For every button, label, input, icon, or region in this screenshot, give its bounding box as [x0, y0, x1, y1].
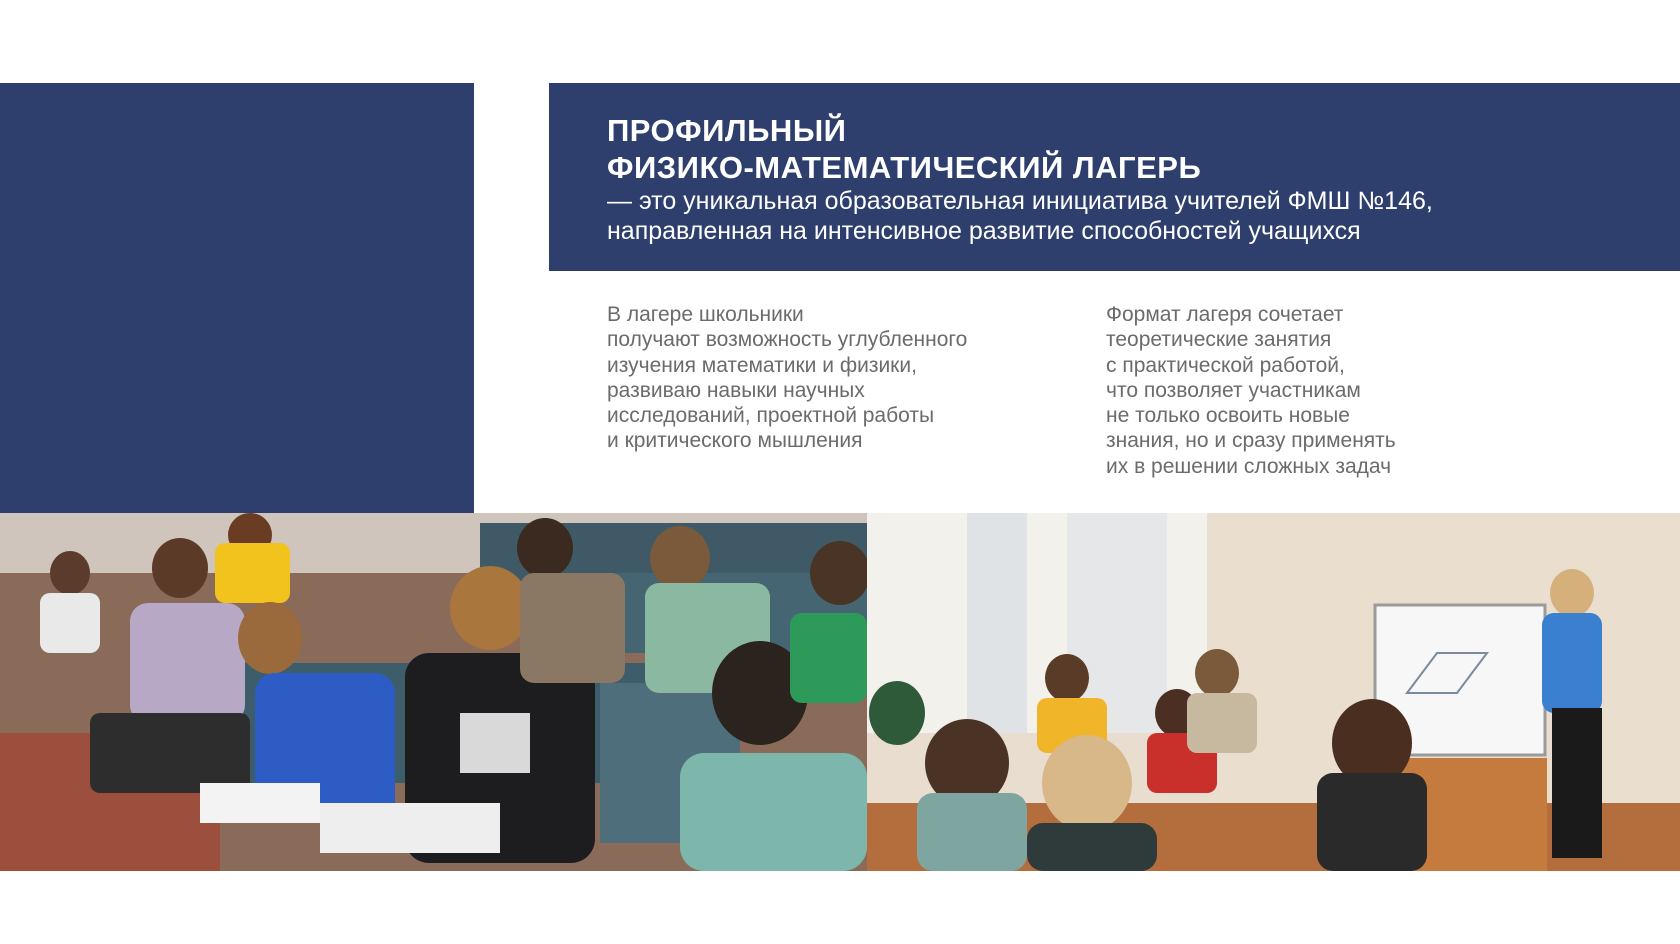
- decorative-navy-block: [0, 83, 474, 513]
- subtitle-line-2: направленная на интенсивное развитие способностей учащихся: [607, 217, 1361, 245]
- students-in-auditorium-photo: [0, 513, 867, 871]
- teacher-at-whiteboard-photo: [867, 513, 1680, 871]
- description-left: В лагере школьники получают возможность углубленного изучения математики и физики, развиваю навыки научных исследований, проектной работы и критического мышления: [607, 303, 968, 453]
- header-text: [607, 112, 1647, 246]
- description-right: Формат лагеря сочетает теоретические занятия с практической работой, что позволяет участникам не только освоить новые знания, но и сразу применять их в решении сложных задач: [1106, 303, 1396, 478]
- subtitle-line-1: — это уникальная образовательная инициатива учителей ФМШ №146,: [607, 187, 1433, 215]
- page-title-line-1: ПРОФИЛЬНЫЙ: [607, 113, 847, 148]
- page-title-line-2: ФИЗИКО-МАТЕМАТИЧЕСКИЙ ЛАГЕРЬ: [607, 150, 1202, 185]
